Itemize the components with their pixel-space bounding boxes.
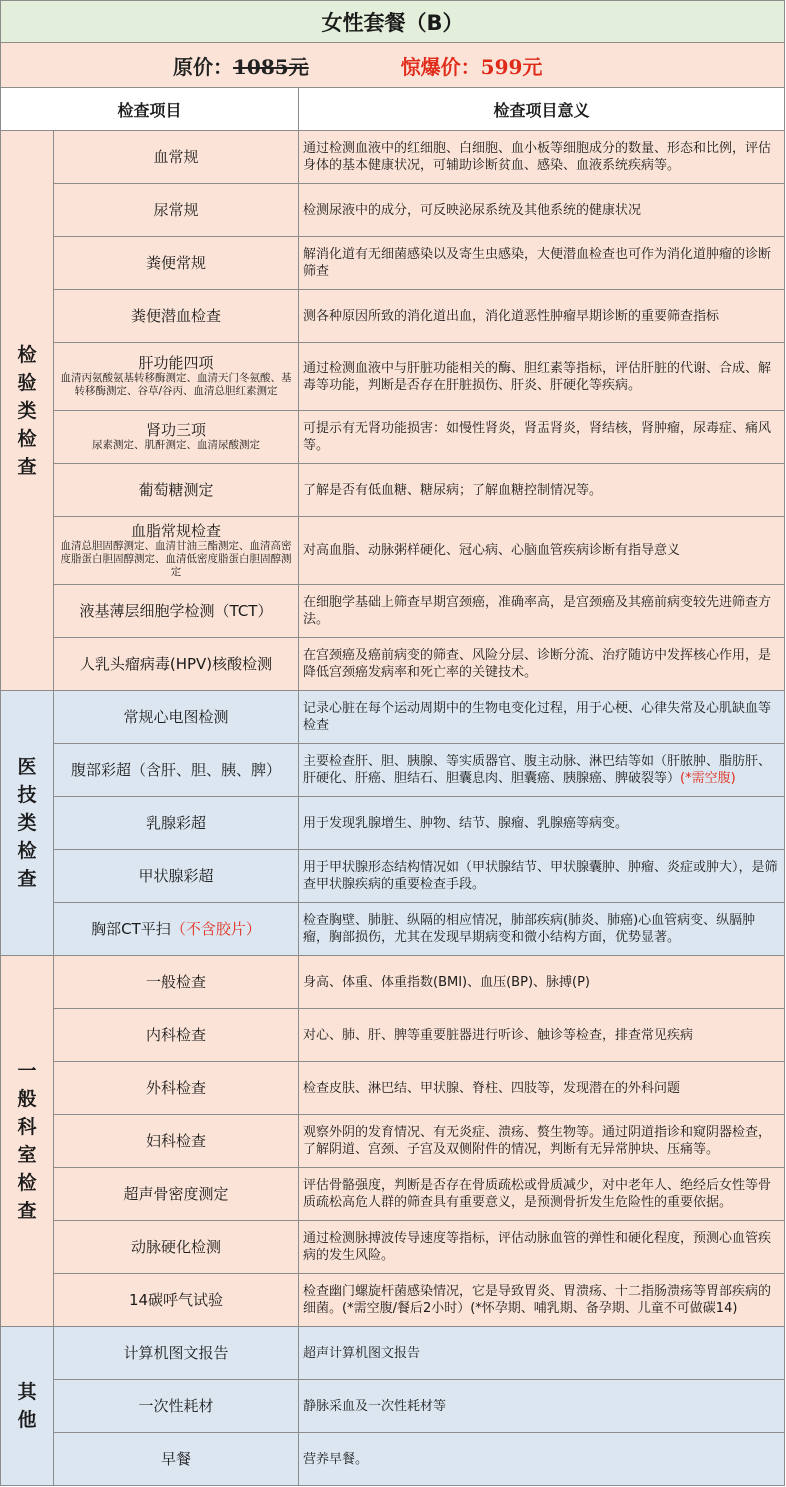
item-cell [54, 585, 299, 638]
meaning-text: 主要检查肝、胆、胰腺、等实质器官、腹主动脉、淋巴结等如（肝脓肿、脂肪肝、肝硬化、肝癌、胆结石、胆囊息肉、胆囊癌、胰腺癌、脾破裂等） [303, 754, 772, 786]
meaning-cell [299, 1274, 785, 1327]
category-char: 科 [17, 1116, 37, 1138]
item-name [57, 1292, 295, 1309]
item-cell [54, 903, 299, 956]
item-cell [54, 1221, 299, 1274]
table-row [1, 517, 785, 585]
table-row [1, 131, 785, 184]
item-name-text: 胸部CT平扫 [91, 919, 171, 938]
meaning-cell [299, 956, 785, 1009]
item-name [57, 355, 295, 372]
table-row [1, 464, 785, 517]
meaning-cell [299, 903, 785, 956]
meaning-cell [299, 131, 785, 184]
category-char: 查 [17, 1200, 37, 1222]
item-name [57, 921, 295, 938]
item-name [57, 1080, 295, 1097]
item-name-text: 血常规 [153, 147, 199, 166]
item-cell [54, 1168, 299, 1221]
table-row [1, 290, 785, 343]
meaning-text: 检查幽门螺旋杆菌感染情况，它是导致胃炎、胃溃疡、十二指肠溃疡等胃部疾病的细菌。(*需空腹/餐后2小时）(*怀孕期、哺乳期、备孕期、儿童不可做碳14) [303, 1284, 772, 1316]
item-name [57, 1451, 295, 1468]
table-row [1, 956, 785, 1009]
item-name-text: 外科检查 [145, 1078, 206, 1097]
item-cell [54, 1115, 299, 1168]
item-name [57, 149, 295, 166]
meaning-text: 通过检测血液中与肝脏功能相关的酶、胆红素等指标，评估肝脏的代谢、合成、解毒等功能，判断是否存在肝脏损伤、肝炎、肝硬化等疾病。 [303, 360, 772, 393]
meaning-cell [299, 1380, 785, 1433]
item-name [57, 1398, 295, 1415]
meaning-cell [299, 691, 785, 744]
item-cell [54, 638, 299, 691]
meaning-cell [299, 1062, 785, 1115]
table-row [1, 1168, 785, 1221]
table-row [1, 343, 785, 411]
item-name-text: 内科检查 [145, 1025, 206, 1044]
item-name [57, 523, 295, 540]
promo-price [401, 51, 543, 80]
item-name [57, 868, 295, 885]
item-name-text: 一次性耗材 [138, 1396, 214, 1415]
item-cell [54, 797, 299, 850]
meaning-cell [299, 517, 785, 585]
category-cell [1, 1327, 54, 1486]
price-row [1, 43, 785, 88]
item-name [57, 656, 295, 673]
meaning-text: 解消化道有无细菌感染以及寄生虫感染，大便潜血检查也可作为消化道肿瘤的诊断筛查 [303, 247, 772, 279]
meaning-text: 可提示有无肾功能损害：如慢性肾炎，肾盂肾炎，肾结核，肾肿瘤，尿毒症、痛风等。 [303, 421, 772, 453]
category-char: 一 [17, 1060, 37, 1082]
item-note: （不含胶片） [170, 919, 261, 938]
category-char: 检 [17, 427, 37, 450]
item-name [57, 974, 295, 991]
item-name-text: 人乳头瘤病毒(HPV)核酸检测 [79, 654, 273, 673]
table-row [1, 1380, 785, 1433]
meaning-text: 在宫颈癌及癌前病变的筛查、风险分层、诊断分流、治疗随访中发挥核心作用，是降低宫颈癌发病率和死亡率的关键技术。 [303, 648, 772, 680]
table-row [1, 1115, 785, 1168]
item-cell [54, 517, 299, 585]
item-name-text: 计算机图文报告 [123, 1343, 229, 1362]
meaning-note: (*需空腹) [680, 771, 736, 786]
meaning-cell [299, 237, 785, 290]
meaning-cell [299, 1327, 785, 1380]
category-char: 类 [17, 399, 37, 422]
header-item: 检查项目 [1, 88, 299, 131]
table-row [1, 850, 785, 903]
category-char: 查 [17, 455, 37, 478]
item-name [57, 1133, 295, 1150]
meaning-cell [299, 411, 785, 464]
item-cell [54, 343, 299, 411]
table-row [1, 638, 785, 691]
item-name-text: 粪便潜血检查 [130, 306, 221, 325]
meaning-text: 通过检测血液中的红细胞、白细胞、血小板等细胞成分的数量、形态和比例，评估身体的基本健康状况，可辅助诊断贫血、感染、血液系统疾病等。 [303, 141, 772, 173]
category-cell [1, 131, 54, 691]
item-name-text: 妇科检查 [145, 1131, 206, 1150]
item-name [57, 202, 295, 219]
meaning-text: 评估骨骼强度，判断是否存在骨质疏松或骨质减少，对中老年人、绝经后女性等骨质疏松高危人群的筛查具有重要意义，是预测骨折发生危险性的重要依据。 [303, 1178, 772, 1210]
meaning-text: 对心、肺、肝、脾等重要脏器进行听诊、触诊等检查，排查常见疾病 [303, 1027, 694, 1043]
meaning-text: 观察外阴的发育情况、有无炎症、溃疡、赘生物等。通过阴道指诊和窥阴器检查，了解阴道、宫颈、子宫及双侧附件的情况，判断有无异常肿块、压痛等。 [303, 1125, 772, 1157]
table-row [1, 744, 785, 797]
table-row [1, 691, 785, 744]
meaning-cell [299, 1221, 785, 1274]
item-cell [54, 691, 299, 744]
table-row [1, 411, 785, 464]
meaning-cell [299, 1009, 785, 1062]
item-name-text: 动脉硬化检测 [130, 1237, 221, 1256]
category-char: 技 [17, 784, 37, 806]
item-name [57, 1027, 295, 1044]
item-name [57, 815, 295, 832]
header-meaning: 检查项目意义 [299, 88, 785, 131]
meaning-cell [299, 184, 785, 237]
table-row [1, 1009, 785, 1062]
item-cell [54, 1327, 299, 1380]
item-cell [54, 744, 299, 797]
item-name [57, 1186, 295, 1203]
table-row [1, 1221, 785, 1274]
category-char: 类 [17, 812, 37, 834]
item-name-text: 常规心电图检测 [123, 707, 229, 726]
item-cell [54, 1062, 299, 1115]
item-name [57, 709, 295, 726]
item-name [57, 422, 295, 439]
meaning-cell [299, 744, 785, 797]
item-cell [54, 184, 299, 237]
item-name [57, 1239, 295, 1256]
item-cell [54, 1380, 299, 1433]
meaning-cell [299, 585, 785, 638]
meaning-cell [299, 1115, 785, 1168]
item-name-text: 葡萄糖测定 [138, 480, 214, 499]
table-row [1, 1433, 785, 1486]
item-cell [54, 956, 299, 1009]
category-char: 医 [17, 756, 37, 778]
meaning-cell [299, 290, 785, 343]
item-cell [54, 131, 299, 184]
item-name-text: 尿常规 [153, 200, 199, 219]
item-name-text: 血脂常规检查 [130, 521, 221, 540]
item-name [57, 603, 295, 620]
item-name-text: 一般检查 [145, 972, 206, 991]
meaning-cell [299, 1433, 785, 1486]
original-price-label: 原价： [173, 54, 233, 79]
category-char: 查 [17, 868, 37, 890]
table-row [1, 585, 785, 638]
page-title: 女性套餐（B） [1, 1, 785, 43]
table-row [1, 237, 785, 290]
item-name [57, 308, 295, 325]
category-char: 其 [17, 1381, 37, 1403]
meaning-cell [299, 850, 785, 903]
table-row [1, 797, 785, 850]
item-subitems: 血清丙氨酸氨基转移酶测定、血清天门冬氨酸、基转移酶测定、谷草/谷丙、血清总胆红素测定 [60, 372, 292, 397]
item-cell [54, 464, 299, 517]
item-name [57, 762, 295, 779]
item-cell [54, 237, 299, 290]
meaning-text: 了解是否有低血糖、糖尿病；了解血糖控制情况等。 [303, 482, 603, 498]
meaning-text: 测各种原因所致的消化道出血，消化道恶性肿瘤早期诊断的重要筛查指标 [303, 308, 720, 324]
price-banner [1, 43, 785, 88]
category-char: 般 [17, 1088, 37, 1110]
meaning-text: 营养早餐。 [303, 1451, 369, 1467]
item-name-text: 超声骨密度测定 [123, 1184, 229, 1203]
category-char: 验 [17, 371, 37, 394]
category-label [1, 341, 53, 481]
table-row [1, 903, 785, 956]
table-row [1, 1327, 785, 1380]
category-char: 检 [17, 343, 37, 366]
meaning-text: 对高血脂、动脉粥样硬化、冠心病、心脑血管疾病诊断有指导意义 [303, 543, 681, 558]
category-char: 检 [17, 1172, 37, 1194]
original-price [173, 51, 309, 80]
item-name-text: 液基薄层细胞学检测（TCT） [79, 601, 273, 620]
meaning-text: 超声计算机图文报告 [303, 1345, 421, 1361]
promo-price-label: 惊爆价： [400, 54, 481, 79]
meaning-cell [299, 1168, 785, 1221]
meaning-text: 用于甲状腺形态结构情况如（甲状腺结节、甲状腺囊肿、肿瘤、炎症或肿大），是筛查甲状腺疾病的重要检查手段。 [303, 860, 778, 892]
item-cell [54, 411, 299, 464]
meaning-cell [299, 343, 785, 411]
meaning-text: 静脉采血及一次性耗材等 [303, 1398, 447, 1414]
item-name [57, 482, 295, 499]
header-row [1, 88, 785, 131]
category-char: 检 [17, 840, 37, 862]
item-name-text: 肝功能四项 [138, 354, 214, 372]
category-label [1, 1057, 53, 1225]
meaning-text: 检查胸壁、肺脏、纵隔的相应情况，肺部疾病(肺炎、肺癌)心血管病变、纵膈肿瘤，胸部损伤，尤其在发现早期病变和微小结构方面，优势显著。 [303, 913, 756, 945]
item-subitems: 血清总胆固醇测定、血清甘油三酯测定、血清高密度脂蛋白胆固醇测定、血清低密度脂蛋白胆固醇测定 [60, 539, 292, 578]
meaning-text: 通过检测脉搏波传导速度等指标，评估动脉血管的弹性和硬化程度，预测心血管疾病的发生风险。 [303, 1231, 772, 1263]
category-label [1, 1378, 53, 1434]
item-cell [54, 1433, 299, 1486]
item-name-text: 甲状腺彩超 [138, 866, 214, 885]
meaning-text: 检查皮肤、淋巴结、甲状腺、脊柱、四肢等，发现潜在的外科问题 [303, 1080, 681, 1096]
meaning-text: 检测尿液中的成分，可反映泌尿系统及其他系统的健康状况 [303, 202, 642, 218]
meaning-text: 记录心脏在每个运动周期中的生物电变化过程，用于心梗、心律失常及心肌缺血等检查 [303, 701, 772, 733]
category-char: 室 [17, 1144, 37, 1166]
item-name-text: 早餐 [160, 1449, 191, 1468]
table-row [1, 1062, 785, 1115]
item-name [57, 1345, 295, 1362]
item-subitems: 尿素测定、肌酐测定、血清尿酸测定 [92, 439, 260, 451]
category-cell [1, 956, 54, 1327]
item-cell [54, 1274, 299, 1327]
item-cell [54, 850, 299, 903]
item-name-text: 粪便常规 [145, 253, 206, 272]
meaning-cell [299, 464, 785, 517]
table-row [1, 1274, 785, 1327]
item-name-text: 乳腺彩超 [145, 813, 206, 832]
category-char: 他 [17, 1409, 37, 1431]
meaning-text: 在细胞学基础上筛查早期宫颈癌，准确率高，是宫颈癌及其癌前病变较先进筛查方法。 [303, 595, 772, 627]
original-price-value: 1085元 [233, 54, 309, 79]
table-row [1, 184, 785, 237]
item-cell [54, 290, 299, 343]
item-cell [54, 1009, 299, 1062]
item-name-text: 肾功三项 [145, 421, 206, 439]
item-name [57, 255, 295, 272]
item-name-text: 14碳呼气试验 [128, 1290, 224, 1309]
meaning-text: 用于发现乳腺增生、肿物、结节、腺瘤、乳腺癌等病变。 [303, 815, 629, 831]
item-name-text: 腹部彩超（含肝、胆、胰、脾） [70, 760, 281, 779]
meaning-text: 身高、体重、体重指数(BMI)、血压(BP)、脉搏(P) [303, 974, 590, 990]
promo-price-value: 599元 [480, 54, 543, 79]
title-row [1, 1, 785, 43]
category-label [1, 753, 53, 893]
meaning-cell [299, 797, 785, 850]
meaning-cell [299, 638, 785, 691]
category-cell [1, 691, 54, 956]
